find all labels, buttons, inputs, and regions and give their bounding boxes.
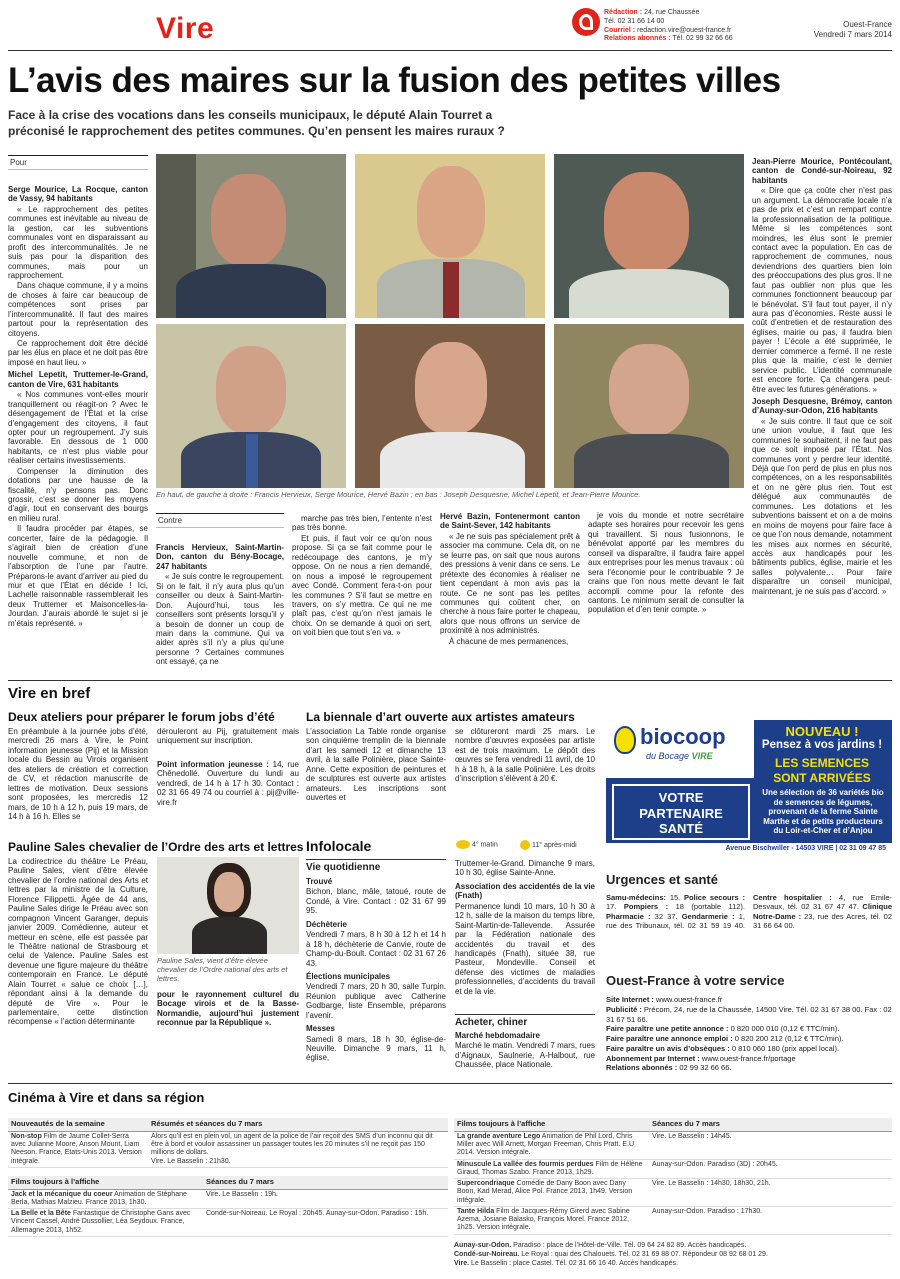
table-row	[8, 1209, 448, 1237]
bref-article-2-col2: se clôtureront mardi 25 mars. Le nombre d’œuvres exposées par artiste est de trois maximum. Le dépôt des œuvres se fera vendredi 11 avril, de 10 h à 18 h, à la salle Polinière. Les droits d’inscription s’élèvent à 20 €.	[455, 727, 595, 784]
article-paragraph: « Je ne suis pas spécialement prêt à associer ma commune. Cela dit, on ne se leurre pas, on sait que nous aurons des pressions à venir dans ce sens. Le prétexte des économies à réaliser ne tient cependant à mon avis pas la route. Ce ne sont pas les petites communes qui coûtent cher, on cherche à nous faire porter le chapeau, alors que nous offrons un service de proximité à nos administrés.	[440, 531, 580, 636]
film-title: Minuscule La vallée des fourmis perdues	[457, 1160, 594, 1168]
ad-line3: LES SEMENCES	[774, 756, 870, 770]
bref-article-3-col2: pour le rayonnement culturel du Bocage virois et de la Basse-Normandie, aujourd’hui justement reconnue par la République ».	[157, 990, 299, 1028]
article-paragraph: « Le rapprochement des petites communes est inévitable au niveau de la gestion, car les subventions communales vont en disparaissant au profit des intercommunalités. Je ne suis pas pour la disparition des communes, mais pour un rapprochement.	[8, 204, 148, 280]
biocoop-logo-icon	[614, 726, 636, 754]
cinema-head-toujours-2: Films toujours à l’affiche	[454, 1118, 649, 1131]
bref-article-3-title: Pauline Sales chevalier de l’Ordre des arts et lettres	[8, 840, 304, 854]
article-paragraph: Ce rapprochement doit être décidé par les élus en place et ne doit pas être imposé en haut lieu. »	[8, 339, 148, 367]
cinema-address: Aunay-sur-Odon. Paradiso : place de l’Hôtel-de-Ville. Tél. 09 64 24 82 89. Accès handicapés.	[454, 1241, 747, 1249]
main-lead: Face à la crise des vocations dans les conseils municipaux, le député Alain Tourret a préconisé le rapprochement des petites communes. Qu’en pensent les maires ruraux ?	[8, 108, 505, 138]
article-paragraph: À chacune de mes permanences,	[449, 636, 569, 646]
table-row	[454, 1159, 892, 1179]
weather-morning: 4° matin	[456, 840, 498, 850]
article-paragraph: « Nos communes vont-elles mourir tranquillement ou réagit-on ? Avec le désengagement de l’État et la crise d’engagement des citoyens, il faut opter pour un regroupement. J’y suis favorable. En dessous de 1 000 habitants, ce n’est plus viable pour réaliser certains investissements.	[8, 390, 148, 466]
bref-article-2-title: La biennale d’art ouverte aux artistes amateurs	[306, 710, 575, 724]
film-details: Comédie de Dany Boon avec Dany Boon, Kad Merad, Alice Pol. France 2013, 1h49. Version intégrale.	[457, 1180, 633, 1204]
infolocale-title: Infolocale	[306, 838, 372, 854]
film-details: Animation de Stéphane Berla, Mathias Malzieu. France 2013, 1h30.	[11, 1190, 187, 1206]
header-rule	[8, 50, 892, 51]
cinema-address: Condé-sur-Noireau. Le Royal : quai des Chalouets. Tél. 02 31 69 88 07. Répondeur 08 92 68 01 29.	[454, 1250, 768, 1258]
vie-quotidienne-title: Vie quotidienne	[306, 859, 446, 874]
film-details: Film de Jacques-Rémy Girerd avec Sabine Azema, Josiane Balasko, François Morel. France 2012, 1h25. Version intégrale.	[457, 1207, 630, 1232]
cinema-head-seances: Séances du 7 mars	[203, 1176, 448, 1189]
film-showtimes: Vire. Le Basselin : 14h30, 18h30, 21h.	[649, 1179, 892, 1207]
contre-label: Contre	[156, 513, 284, 528]
film-title: Tante Hilda	[457, 1207, 495, 1215]
film-showtimes: Aunay-sur-Odon. Paradiso : 17h30.	[649, 1206, 892, 1234]
article-paragraph: Dans chaque commune, il y a moins de choses à faire car beaucoup de compétences sont prises par l’intercommunalité. Il faut des maires partout pour la représentation des citoyens.	[8, 281, 148, 338]
article-author: Serge Mourice, La Rocque, canton de Vassy, 94 habitants	[8, 185, 148, 204]
service-text: Site Internet : www.ouest-france.fr Publicité : Précom, 24, rue de la Chaussée, 14500 Vire. Tél. 02 31 67 38 00. Fax : 02 31 67 51 66. Faire paraître une petite annonce : 0 820 000 010 (0,12 € TTC/min). Faire paraître une annonce emploi : 0 820 200 212 (0,12 € TTC/min). Faire paraître un avis d’obsèques : 0 810 060 180 (prix appel local). Abonnement par Internet : www.ouest-france.fr/portage Relations abonnés : 02 99 32 66 66.	[606, 995, 892, 1073]
table-row	[454, 1206, 892, 1234]
article-column-1	[8, 182, 148, 668]
urgences-title: Urgences et santé	[606, 872, 718, 887]
sun-cloud-icon	[456, 840, 470, 849]
infolocale-col1: Trouvé Bichon, blanc, mâle, tatoué, route de Condé, à Vire. Contact : 02 31 67 99 95. Déchèterie Vendredi 7 mars, 8 h 30 à 12 h et 14 h à 18 h, déchèterie de Canvie, route de Champ-du-Boult. Contact : 02 31 67 26 43. Élections municipales Vendredi 7 mars, 20 h 30, salle Turpin. Réunion publique avec Catherine Godbarge, liste Ensemble, préparons l’avenir. Messes Samedi 8 mars, 18 h 30, église-de-Neuville. Dimanche 9 mars, 11 h, église,	[306, 877, 446, 1063]
ad-line1: NOUVEAU !	[785, 724, 859, 739]
ad-phone: 02 31 09 47 85	[839, 845, 886, 852]
table-row	[454, 1179, 892, 1207]
contre-column-4	[588, 511, 744, 670]
photo-herve-bazin	[554, 154, 744, 318]
bref-article-1-col2: dérouleront au Pij, gratuitement mais uniquement sur inscription. Point information jeunesse : 14, rue Chênedollé. Ouverture du lundi au vendredi, de 14 h à 17 h 30. Contact : 02 31 66 49 74 ou courriel à : pij@ville-vire.fr	[157, 727, 299, 807]
ad-partner-1: VOTRE	[658, 790, 704, 805]
cinema-addresses	[454, 1241, 892, 1268]
film-showtimes: Vire. Le Basselin : 19h.	[203, 1189, 448, 1209]
article-paragraph: Compenser la diminution des dotations par une hausse de la fiscalité, n’y pensons pas. Donc grossir, c’est se donner les moyens d’agir, tout en conservant des bourgs en milieu rural.	[8, 466, 148, 523]
article-author: Francis Hervieux, Saint-Martin-Don, canton du Bény-Bocage, 247 habitants	[156, 543, 284, 571]
ad-brand-sub: du Bocage	[646, 751, 690, 761]
article-author: Joseph Desquesne, Brémoy, canton d’Aunay-sur-Odon, 216 habitants	[752, 396, 892, 416]
article-paragraph: « Je suis contre. Il faut que ce soit une union voulue, il faut que les communes le souhaitent, il ne faut pas que ce soit imposé par l’État. Nos communes vont y perdre leur identité. Déjà que l’on perd de plus en plus nos compétences, on a les responsabilités et on ne gère plus rien. Tout est délégué aux communautés de communes. Les dotations et les subventions baissent et on a de moins en moins de moyens pour faire face à ce que l’on nous demande, notamment les mises aux normes en sécurité, accès aux handicapés pour les bâtiments publics, église, mairie et les salles polyvalente… Pour faire disparaître un conseil municipal, maintenant, je ne suis pas d’accord. »	[752, 416, 892, 596]
cinema-head-toujours: Films toujours à l’affiche	[8, 1176, 203, 1189]
photo-joseph-desquesne	[156, 324, 346, 488]
bref-article-3-col1: La codirectrice du théâtre Le Préau, Pauline Sales, vient d’être élevée chevalier de l’ordre national des Arts et lettres par la ministre de la Culture, Florence Filippetti. Âgée de 44 ans, Pauline Sales dirige le Préau avec son compagnon Vincent Garanger, depuis janvier 2009. Comédienne, auteur et metteur en scène, elle est passée par le Théâtre national de Strasbourg et celui de Valence. Pauline Sales est devenue une figure majeure du théâtre contemporain en France. Le député Alain Tourret « salue ce choix […], répondant ainsi à la demande du député de Vire ». Pour le parlementaire, cette distinction récompense « l’action déterminante	[8, 857, 148, 1027]
film-details: Fantastique de Christophe Gans avec Vincent Cassel, André Dussollier, Léa Seydoux. France, Allemagne 2013, 1h52.	[11, 1210, 191, 1234]
section-title: Vire	[156, 12, 215, 45]
photo-serge-mourice	[355, 154, 545, 318]
article-paragraph: Et puis, il faut voir ce qu’on nous propose. Si ça se fait comme pour le redécoupage des cantons, je m’y oppose. On ne nous a rien demandé, on nous a imposé le regroupement avec Condé. Comment fera-t-on pour les communes ? S’il faut se mettre en travers, on s’y mettra. Ce qui ne me plaît pas, c’est qu’on n’est jamais le choix. On se demande à quoi on sert, on voit bien que tout s’en va. »	[292, 533, 432, 638]
film-showtimes: Vire. Le Basselin : 14h45.	[649, 1131, 892, 1159]
photo-jean-pierre-mourice	[554, 324, 744, 488]
section-rule-cinema	[8, 1083, 892, 1084]
mayors-photo-grid	[156, 154, 744, 488]
film-title: La grande aventure Lego	[457, 1132, 541, 1140]
acheter-title: Acheter, chiner	[455, 1014, 595, 1029]
ad-partner-3: SANTÉ	[658, 821, 704, 837]
ad-line4: SONT ARRIVÉES	[773, 771, 871, 785]
photo-caption: En haut, de gauche à droite : Francis Hervieux, Serge Mourice, Hervé Bazin ; en bas : Joseph Desquesne, Michel Lepetit, et Jean-Pierre Mourice.	[156, 490, 641, 499]
cinema-head-resumes: Résumés et séances du 7 mars	[148, 1118, 448, 1131]
cinema-address: Vire. Le Basselin : place Castel. Tél. 02 31 66 16 40. Accès handicapés.	[454, 1259, 678, 1267]
bref-article-1-col1: En préambule à la journée jobs d’été, mercredi 26 mars à Vire, le Point information jeunesse (Pij) et la Mission locale du Bessin au Virois organisent des ateliers de création et correction de CV, et rédaction manuscrite de lettres de motivation. Deux sessions sont proposées, les mercredis 12 mars, de 10 h à 12 h, puis 19 mars, de 14 h à 16 h. Elles se	[8, 727, 148, 821]
article-paragraph: je vois du monde et notre secrétaire adapte ses horaires pour recevoir les gens qui travaillent. Si nous fusionnons, le bénévolat apporté par les membres du conseil va disparaître, il faudra faire appel aux entreprises pour les menus travaux : où sera l’économie pour le contribuable ? Je crains que l’on nous mette devant le fait accompli comme pour la refonte des cantons. Le minimum serait de consulter la population et d’en tenir compte. »	[588, 511, 744, 615]
service-title: Ouest-France à votre service	[606, 973, 785, 988]
section-rule-bref	[8, 680, 892, 681]
pour-label: Pour	[8, 155, 148, 170]
film-details: Film de Hélène Giraud, Thomas Szabo. France 2013, 1h29.	[457, 1160, 643, 1176]
bref-article-1-title: Deux ateliers pour préparer le forum jobs d’été	[8, 710, 275, 724]
article-paragraph: Il faudra procéder par étapes, se concerter, faire de la pédagogie. Il s’agirait bien de création d’une nouvelle commune, et non de l’absorption de l’une par l’autre. Préparons-le avant d’arriver au pied du mur et que l’État en décide ! Ici, Lachelle raisonnable rassemblerait les deux Truttemer et Maisoncelles-la-Jourdan. J’aurais abordé le sujet si je m’étais représenté. »	[8, 524, 148, 628]
weather-afternoon: 11° après-midi	[520, 840, 577, 850]
bref-article-2-col1: L’association La Table ronde organise son cinquième tremplin de la biennale d’art les samedi 12 et dimanche 13 avril, à la salle Polinière, place Sainte-Anne. Cette exposition de peintures et de sculptures est ouverte aux artistes amateurs. Les inscriptions sont ouvertes et	[306, 727, 446, 803]
header-contacts: Rédaction : 24, rue Chaussée Tél. 02 31 66 14 00 Courriel : redaction.vire@ouest-france.fr Relations abonnés : Tél. 02 99 32 66 66	[604, 9, 733, 43]
bref-title: Vire en bref	[8, 685, 91, 702]
header-date: Ouest-France Vendredi 7 mars 2014	[813, 20, 892, 40]
pauline-caption: Pauline Sales, vient d’être élevée chevalier de l’Ordre national des arts et lettres.	[157, 956, 288, 983]
film-showtimes: Aunay-sur-Odon. Paradiso (3D) : 20h45.	[649, 1159, 892, 1179]
film-title: Supercondriaque	[457, 1180, 515, 1188]
cinema-head-nouveautes: Nouveautés de la semaine	[8, 1118, 148, 1131]
article-paragraph: marche pas très bien, l’entente n’est pas très bonne.	[292, 514, 432, 533]
table-row	[8, 1189, 448, 1209]
infolocale-col2b: Marché hebdomadaire Marché le matin. Vendredi 7 mars, rues d’Aignaux, Saulnerie, A-Halbout, rue Chaussée, place Nationale.	[455, 1031, 595, 1070]
ad-line2: Pensez à vos jardins !	[761, 739, 883, 751]
article-right-column	[752, 154, 892, 670]
ad-body: Une sélection de 36 variétés bio de semences de légumes, provenant de la ferme Sainte Marthe et de petits producteurs du Loir-et-Cher et d’Anjou	[762, 788, 884, 836]
article-paragraph: « Dire que ça coûte cher n’est pas un argument. La démocratie locale n’a pas de prix et c’est un rempart contre la professionnalisation de la politique. Même si les compétences sont moindres, les élus sont le premier contact avec la population. En cas de rapprochement de communes, nous deviendrions des quartiers bien loin des préoccupations des plus gros. Il ne faut pas oublier non plus que les communes fonctionnent beaucoup par le bénévolat. S’il faut tout payer, il n’y aura pas d’économies. Reste aussi le coût d’entretien et de restauration des églises, mairie ou pas, il faudra bien payer ! L’école a été supprimée, le dernier commerce a fermé. Il ne reste plus que la mairie, c’est le dernier service public. L’identité communale est encore forte. Ça changera peut-être avec les futures générations. »	[752, 186, 892, 394]
cinema-title: Cinéma à Vire et dans sa région	[8, 1090, 205, 1105]
table-row: Non-stop Film de Jaume Collet-Serra avec Julianne Moore, Anson Mount, Liam Neeson. France, Etats-Unis 2013. Version intégrale. Alors qu’il est en plein vol, un agent de la police de l’air reçoit des SMS d’un inconnu qui dit être à bord et vouloir assassiner un passager toutes les 20 minutes s’il ne reçoit pas 150 millions de dollars. Vire. Le Basselin : 21h30.	[8, 1131, 448, 1167]
contre-column-1	[156, 540, 284, 670]
ad-brand-city: VIRE	[691, 751, 713, 761]
film-showtimes: Condé-sur-Noireau. Le Royal : 20h45. Aunay-sur-Odon. Paradiso : 15h.	[203, 1209, 448, 1237]
ouest-france-logo	[572, 8, 600, 36]
film-details: Animation de Phil Lord, Chris Miller avec Will Arnett, Morgan Freeman, Chris Pratt. E.U 2014. Version intégrale.	[457, 1132, 634, 1157]
ad-brand: biocoop	[640, 724, 726, 749]
table-row	[454, 1131, 892, 1159]
cinema-right	[454, 1118, 892, 1268]
article-author: Michel Lepetit, Truttemer-le-Grand, canton de Vire, 631 habitants	[8, 370, 148, 389]
infolocale-col2: Truttemer-le-Grand. Dimanche 9 mars, 10 h 30, église Sainte-Anne. Association des accidentés de la vie (Fnath) Permanence lundi 10 mars, 10 h 30 à 12 h, salle de la maison du temps libre, Saint-Martin-de-Tallevende. Assurée par la Fédération nationale des accidentés du travail et des handicapés (Fnath), située 38, rue Pasteur, Mondeville. Conseil et défense des victimes de maladies professionnelles, d’accidents du travail et de la vie.	[455, 859, 595, 996]
article-paragraph: « Je suis contre le regroupement. Si on le fait, il n’y aura plus qu’un conseiller ou deux à Saint-Martin-Don. Aujourd’hui, tous les conseillers sont présents lorsqu’il y a besoin de donner un coup de main dans la commune. Qui va aider après s’il n’y a plus qu’une personne ? Certaines communes ont essayé, ça ne	[156, 572, 284, 667]
contre-column-3	[440, 509, 580, 670]
film-title: Jack et la mécanique du coeur	[11, 1190, 113, 1198]
cinema-left	[8, 1118, 448, 1237]
cinema-head-seances-2: Séances du 7 mars	[649, 1118, 892, 1131]
film-title: La Belle et la Bête	[11, 1210, 71, 1218]
article-author: Hervé Bazin, Fontenermont canton de Saint-Sever, 142 habitants	[440, 512, 580, 531]
photo-pauline-sales	[157, 857, 299, 954]
article-author: Jean-Pierre Mourice, Pontécoulant, canton de Condé-sur-Noireau, 92 habitants	[752, 157, 892, 185]
ad-partner-2: PARTENAIRE	[639, 805, 723, 821]
main-headline: L’avis des maires sur la fusion des petites villes	[8, 61, 781, 100]
sun-icon	[520, 840, 530, 850]
biocoop-advertisement[interactable]: biocoop du Bocage VIRE NOUVEAU ! Pensez à vos jardins ! LES SEMENCES SONT ARRIVÉES VOTRE PARTENAIRE SANTÉ Une sélection de 36 variétés bio de semences de légumes, provenant de la ferme Sainte Marthe et de petits producteurs du Loir-et-Cher et d’Anjou Avenue Bischwiller - 14503 VIRE | 02 31 09 47 85	[606, 720, 892, 854]
urgences-text: Samu-médecins: 15. Police secours : 17. Pompiers : 18 (portable 112). Pharmacie : 32 37. Gendarmerie : 1, rue des Tribunaux, tél. 02 31 59 19 40. Centre hospitalier : 4, rue Emile-Desvaux, tél. 02 31 67 47 47. Clinique Notre-Dame : 23, rue des Acres, tél. 02 31 66 64 00.	[606, 893, 892, 931]
contre-column-2	[292, 514, 432, 670]
photo-michel-lepetit	[355, 324, 545, 488]
ad-address: Avenue Bischwiller - 14503 VIRE	[725, 845, 834, 852]
photo-francis-hervieux	[156, 154, 346, 318]
